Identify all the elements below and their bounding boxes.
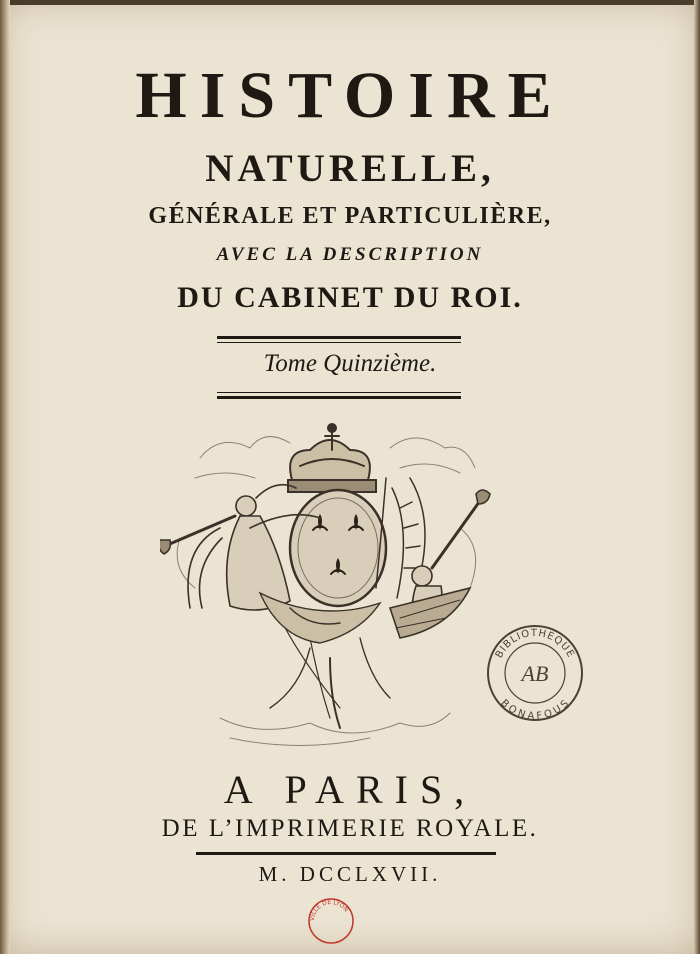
volume-label: Tome Quinzième. bbox=[263, 350, 437, 377]
shield-engraving bbox=[290, 490, 386, 606]
red-stamp-text: VILLE DE LYON bbox=[308, 898, 350, 922]
imprint-rule bbox=[196, 852, 496, 855]
svg-text:BIBLIOTHEQUE bbox=[494, 628, 577, 660]
stamp-text-bottom: BONAFOUS bbox=[498, 697, 572, 723]
library-stamp-bonafous bbox=[484, 622, 586, 724]
right-putto-engraving bbox=[390, 490, 490, 638]
rule-below-volume-thin bbox=[217, 392, 461, 393]
stamp-monogram: AB bbox=[521, 661, 549, 686]
drapery-engraving bbox=[260, 593, 390, 728]
rule-above-volume bbox=[217, 336, 461, 339]
royal-arms-vignette bbox=[160, 418, 500, 758]
crown-engraving bbox=[288, 424, 376, 492]
rule-above-volume-thin bbox=[217, 342, 461, 343]
title-line-cabinet: DU CABINET DU ROI. bbox=[177, 281, 523, 314]
rule-below-volume bbox=[217, 396, 461, 399]
svg-text:BONAFOUS bbox=[498, 698, 571, 722]
imprint-printer: DE L’IMPRIMERIE ROYALE. bbox=[161, 815, 539, 842]
imprint-city: A PARIS, bbox=[223, 767, 477, 812]
title-line-description: AVEC LA DESCRIPTION bbox=[216, 244, 484, 265]
title-line-generale: GÉNÉRALE ET PARTICULIÈRE, bbox=[148, 203, 552, 229]
title-line-naturelle: NATURELLE, bbox=[205, 147, 495, 190]
book-top-edge bbox=[0, 0, 700, 5]
red-library-stamp bbox=[306, 896, 356, 946]
title-line-histoire: HISTOIRE bbox=[135, 59, 565, 132]
imprint-date: M. DCCLXVII. bbox=[258, 862, 442, 886]
stamp-text-top: BIBLIOTHEQUE bbox=[493, 627, 577, 661]
